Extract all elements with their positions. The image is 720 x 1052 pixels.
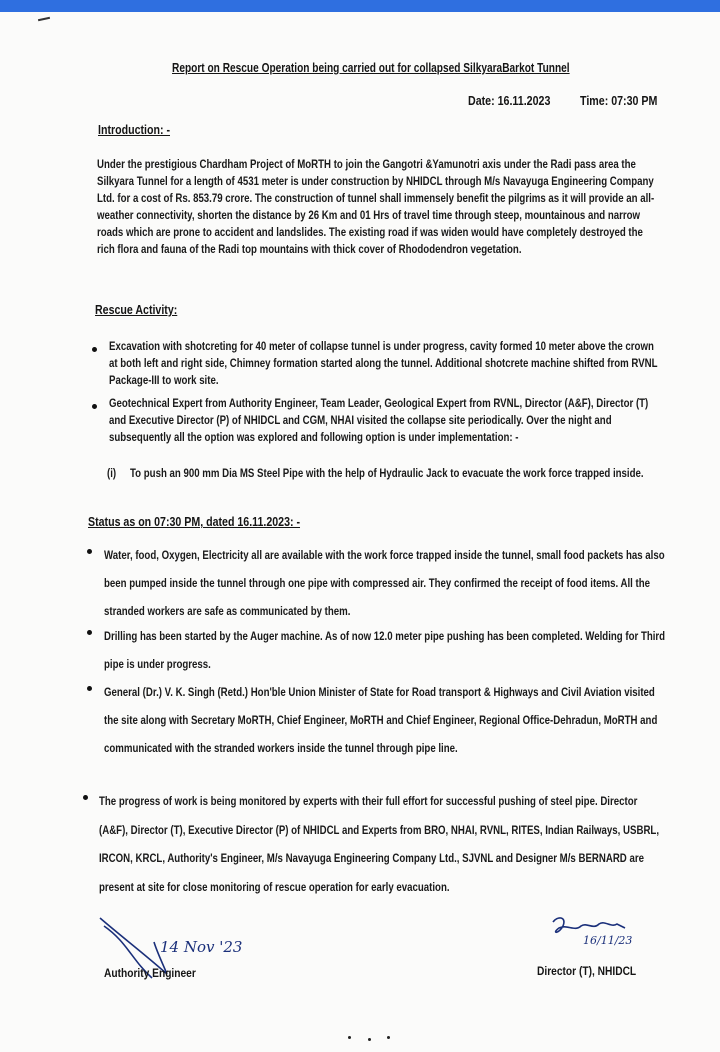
status-heading: Status as on 07:30 PM, dated 16.11.2023: -	[88, 515, 301, 529]
authority-engineer-label: Authority Engineer	[104, 966, 196, 980]
right-signature-date: 16/11/23	[583, 934, 633, 947]
report-time: Time: 07:30 PM	[580, 93, 658, 108]
bullet-icon	[92, 347, 97, 352]
report-date: Date: 16.11.2023	[468, 93, 551, 108]
left-signature-date: 14 Nov '23	[160, 938, 243, 956]
status-item-4: The progress of work is being monitored by experts with their full effort for successful pushing of steel pipe. Director (A&F), Director (T), Executive Director (P) of NHIDCL and Experts from BRO, NHAI, RVNL, RITES, Indian Railways, USBRL, IRCON, KRCL, Authority's Engineer, M/s Navayuga Engineering Company Ltd., SJVNL and Designer M/s BERNARD are present at site for close monitoring of rescue operation for early evacuation.	[99, 796, 660, 894]
rescue-item-2: Geotechnical Expert from Authority Engineer, Team Leader, Geological Expert from RVNL, Director (A&F), Director (T) and Executive Director (P) of NHIDCL and CGM, NHAI visited the collapse site periodically. Over the night and subsequently all the option was explored and following option is under implementation: -	[109, 398, 649, 444]
introduction-text: Under the prestigious Chardham Project of MoRTH to join the Gangotri &Yamunotri axis under the Radi pass area the Silkyara Tunnel for a length of 4531 meter is under construction by NHIDCL through M/s Navayuga Engineering Company Ltd. for a cost of Rs. 853.79 crore. The construction of tunnel shall immensely benefit the pilgrims as it will provide an all-weather connectivity, shorten the distance by 26 Km and 01 Hrs of travel time through steep, mountainous and narrow roads which are prone to accident and landslides. The existing road if was widen would have completely destroyed the rich flora and fauna of the Radi top mountains with thick cover of Rhododendron vegetation.	[97, 159, 655, 256]
rescue-item-1: Excavation with shotcreting for 40 meter of collapse tunnel is under progress, cavity formed 10 meter above the crown at both left and right side, Chimney formation started along the tunnel. Additional shotcrete machine shifted from RVNL Package-III to work site.	[109, 341, 658, 387]
status-item-1: Water, food, Oxygen, Electricity all are available with the work force trapped inside the tunnel, small food packets has also been pumped inside the tunnel through one pipe with compressed air. They confirmed the receipt of food items. All the stranded workers are safe as communicated by them.	[104, 550, 665, 618]
report-title: Report on Rescue Operation being carried out for collapsed SilkyaraBarkot Tunnel	[172, 60, 570, 75]
sub-item-marker: (i)	[107, 468, 117, 480]
authority-engineer-signature-block	[92, 912, 242, 987]
bullet-icon	[87, 630, 92, 635]
top-bar	[0, 0, 720, 12]
director-label: Director (T), NHIDCL	[537, 964, 637, 978]
status-item-2: Drilling has been started by the Auger machine. As of now 12.0 meter pipe pushing has been completed. Welding for Third pipe is under progress.	[104, 631, 666, 671]
bullet-icon	[87, 686, 92, 691]
bullet-icon	[87, 549, 92, 554]
introduction-heading: Introduction: -	[98, 123, 170, 137]
status-item-3: General (Dr.) V. K. Singh (Retd.) Hon'ble Union Minister of State for Road transport & Highways and Civil Aviation visited the site along with Secretary MoRTH, Chief Engineer, MoRTH and Chief Engineer, Regional Office-Dehradun, MoRTH and communicated with the stranded workers inside the tunnel through pipe line.	[104, 687, 658, 755]
bullet-icon	[83, 795, 88, 800]
bullet-icon	[92, 404, 97, 409]
sub-item-text: To push an 900 mm Dia MS Steel Pipe with the help of Hydraulic Jack to evacuate the work force trapped inside.	[130, 468, 644, 480]
rescue-activity-heading: Rescue Activity:	[95, 303, 178, 317]
